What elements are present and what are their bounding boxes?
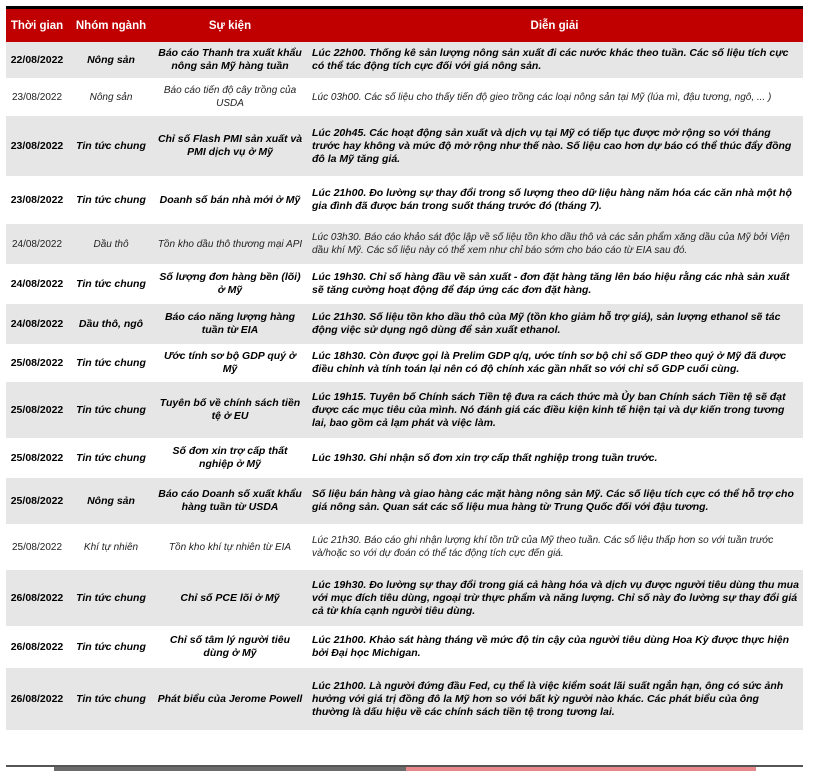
row-date: 24/08/2022: [10, 277, 64, 290]
row-event: Tuyên bố về chính sách tiền tệ ở EU: [159, 397, 301, 422]
row-description: Lúc 03h00. Các số liệu cho thấy tiến độ gieo trồng các loại nông sản tại Mỹ (lúa mì, đậu tương, ngô, ... ): [312, 91, 772, 103]
row-group: Dầu thô: [93, 238, 129, 250]
row-date: 26/08/2022: [10, 640, 64, 653]
row-date: 23/08/2022: [10, 139, 64, 152]
row-date: 25/08/2022: [10, 356, 64, 369]
row-event: Báo cáo tiến độ cây trồng của USDA: [163, 85, 297, 109]
row-group: Tin tức chung: [76, 692, 146, 705]
row-event: Chỉ số Flash PMI sản xuất và PMI dịch vụ ở Mỹ: [157, 133, 303, 158]
row-date: 23/08/2022: [10, 193, 64, 206]
row-date: 25/08/2022: [10, 451, 64, 464]
table-row: [6, 628, 803, 668]
table-row: [6, 224, 803, 266]
row-group: Nông sản: [89, 91, 133, 103]
row-date: 25/08/2022: [10, 494, 64, 507]
table-row: [6, 42, 803, 80]
table-row: [6, 526, 803, 570]
header-description: Diễn giải: [530, 19, 579, 32]
row-group: Tin tức chung: [76, 139, 146, 152]
table-row: [6, 440, 803, 478]
row-group: Tin tức chung: [76, 356, 146, 369]
row-event: Tồn kho dầu thô thương mại API: [157, 238, 303, 250]
table-body: [6, 42, 803, 732]
row-event: Số đơn xin trợ cấp thất nghiệp ở Mỹ: [172, 445, 288, 470]
footer-segment-dark: [54, 767, 406, 771]
row-description: Lúc 21h00. Là người đứng đầu Fed, cụ thể là việc kiểm soát lãi suất ngắn hạn, ông có sức ảnh hưởng với giá trị đồng đô la Mỹ hơn so với bất kỳ người nào khác. Các phát biểu của ông thường là dấu hiệu về các chính sách tiền tệ trong tương lai.: [312, 679, 784, 718]
table-row: [6, 304, 803, 346]
row-date: 26/08/2022: [10, 692, 64, 705]
row-event: Tồn kho khí tự nhiên từ EIA: [168, 541, 292, 553]
row-group: Nông sản: [87, 494, 135, 507]
row-group: Khí tự nhiên: [83, 541, 139, 553]
row-event: Số lượng đơn hàng bền (lõi) ở Mỹ: [159, 271, 301, 296]
row-event: Báo cáo Thanh tra xuất khẩu nông sản Mỹ hàng tuần: [158, 47, 302, 72]
row-date: 24/08/2022: [11, 238, 63, 250]
row-group: Tin tức chung: [76, 451, 146, 464]
row-description: Lúc 19h30. Ghi nhận số đơn xin trợ cấp thất nghiệp trong tuần trước.: [312, 451, 658, 464]
row-event: Báo cáo Doanh số xuất khẩu hàng tuần từ USDA: [158, 488, 302, 513]
row-description: Lúc 22h00. Thống kê sản lượng nông sản xuất đi các nước khác theo tuần. Các số liệu tích cực có thể tác động tích cực đối với giá nông sản.: [312, 47, 789, 72]
table-row: [6, 80, 803, 116]
table-row: [6, 266, 803, 304]
row-event: Doanh số bán nhà mới ở Mỹ: [159, 193, 301, 206]
table-row: [6, 346, 803, 382]
table-row: [6, 382, 803, 440]
row-event: Báo cáo năng lượng hàng tuần từ EIA: [164, 311, 296, 336]
row-description: Lúc 20h45. Các hoạt động sản xuất và dịch vụ tại Mỹ có tiếp tục được mở rộng so với tháng trước hay không và mức độ mở rộng như thế nào. Số liệu cao hơn dự báo có thể thúc đẩy đồng đô la Mỹ tăng giá.: [312, 126, 792, 165]
row-date: 23/08/2022: [11, 91, 63, 103]
row-description: Lúc 19h30. Chỉ số hàng đầu về sản xuất - đơn đặt hàng tăng lên báo hiệu rằng các nhà sản xuất sẽ tăng cường hoạt động để đáp ứng các đơn đặt hàng.: [312, 271, 790, 296]
row-date: 25/08/2022: [11, 541, 63, 553]
footer-bar: [6, 765, 803, 770]
row-description: Lúc 21h30. Số liệu tồn kho dầu thô của Mỹ (tồn kho giảm hỗ trợ giá), sản lượng ethanol sẽ tác động việc sử dụng ngô dùng để sản xuất ethanol.: [312, 311, 781, 336]
row-description: Lúc 21h00. Khảo sát hàng tháng về mức độ tin cậy của người tiêu dùng Hoa Kỳ được thực hiện bởi Đại học Michigan.: [312, 634, 789, 659]
row-event: Chỉ số PCE lõi ở Mỹ: [180, 591, 280, 604]
row-group: Tin tức chung: [76, 640, 146, 653]
header-date: Thời gian: [10, 19, 64, 32]
row-description: Số liệu bán hàng và giao hàng các mặt hàng nông sản Mỹ. Các số liệu tích cực có thể hỗ trợ cho giá nông sản. Quan sát các số liệu mua hàng từ Trung Quốc đối với đậu tương.: [312, 488, 794, 513]
row-description: Lúc 03h30. Báo cáo khảo sát độc lập về số liệu tồn kho dầu thô và các sản phẩm xăng dầu của Mỹ bởi Viện dầu khí Mỹ. Các số liệu này có thể xem như chỉ báo sớm cho báo cáo từ EIA sau đó.: [312, 232, 790, 256]
row-description: Lúc 19h15. Tuyên bố Chính sách Tiền tệ đưa ra cách thức mà Ủy ban Chính sách Tiền tệ sẽ đạt được các mục tiêu của mình. Nó đánh giá các điều kiện kinh tế hiện tại và dự kiến trong tương lai, bao gồm cả lạm phát và việc làm.: [312, 390, 786, 429]
footer-segment-red: [406, 767, 756, 771]
row-group: Tin tức chung: [76, 193, 146, 206]
table-row: [6, 178, 803, 224]
row-group: Nông sản: [87, 53, 135, 66]
row-event: Ước tính sơ bộ GDP quý ở Mỹ: [164, 350, 296, 375]
row-description: Lúc 18h30. Còn được gọi là Prelim GDP q/q, ước tính sơ bộ chỉ số GDP theo quý ở Mỹ đã được điều chỉnh và tính toán lại nên có độ chính xác gần nhất so với chỉ số GDP cuối cùng.: [312, 350, 787, 375]
row-date: 24/08/2022: [10, 317, 64, 330]
row-date: 26/08/2022: [10, 591, 64, 604]
row-group: Dầu thô, ngô: [78, 317, 144, 330]
row-date: 22/08/2022: [10, 53, 64, 66]
header-event: Sự kiện: [208, 19, 252, 32]
row-event: Chỉ số tâm lý người tiêu dùng ở Mỹ: [169, 634, 291, 659]
row-description: Lúc 21h30. Báo cáo ghi nhận lượng khí tồn trữ của Mỹ theo tuần. Các số liệu thấp hơn so với tuần trước và/hoặc so với dự đoán có thể tác động tích cực đến giá.: [312, 535, 774, 559]
header-group: Nhóm ngành: [75, 19, 147, 32]
row-description: Lúc 19h30. Đo lường sự thay đổi trong giá cả hàng hóa và dịch vụ được người tiêu dùng thu mua với mục đích tiêu dùng, ngoại trừ thực phẩm và năng lượng. Chỉ số này đo lường sự thay đổi giá cả từ khía cạnh người tiêu dùng.: [312, 578, 799, 617]
table-row: [6, 116, 803, 178]
table-header: [6, 6, 803, 42]
table-row: [6, 668, 803, 732]
row-description: Lúc 21h00. Đo lường sự thay đổi trong số lượng theo dữ liệu hàng năm hóa các căn nhà một hộ gia đình đã được bán trong suốt tháng trước đó (tháng 7).: [312, 187, 792, 212]
table-row: [6, 478, 803, 526]
row-group: Tin tức chung: [76, 277, 146, 290]
table-row: [6, 570, 803, 628]
row-event: Phát biểu của Jerome Powell: [157, 692, 303, 705]
economic-calendar-table: [6, 6, 803, 732]
row-group: Tin tức chung: [76, 591, 146, 604]
row-group: Tin tức chung: [76, 403, 146, 416]
row-date: 25/08/2022: [10, 403, 64, 416]
